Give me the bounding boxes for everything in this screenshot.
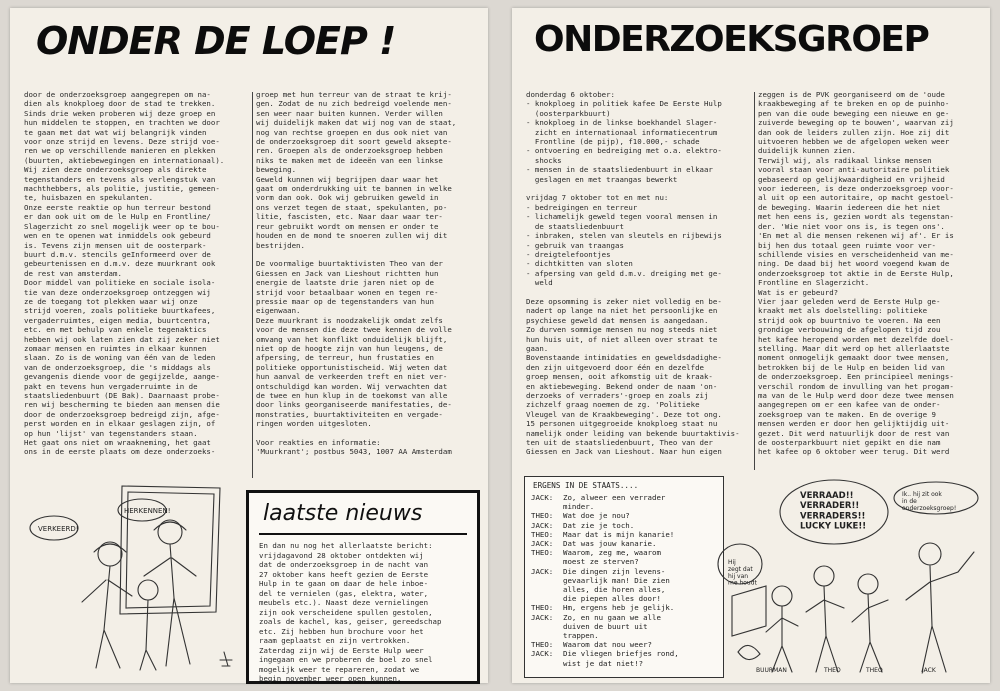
dialog-lines (531, 493, 719, 668)
dialog-speaker: THEO: (531, 511, 554, 521)
cartoon-bubble-small-text (728, 559, 758, 587)
dialog-text: Waarom dat nou weer? (563, 640, 652, 650)
dialog-line (531, 567, 719, 604)
cartoon-label: THEO (824, 667, 841, 674)
cartoon-label: JACK (922, 667, 936, 674)
laatste-nieuws-body: En dan nu nog het allerlaatste bericht: vrijdagavond 28 oktober ontdekten wij dat de onderzoeksgroep in de nacht van 27 oktober kans heeft gezien de Eerste Hulp in te gaan om daar de hele inboe- del te vernielen (gas, elektra, water, meubels etc.). Naast deze vernielingen zijn ook verscheidene spullen gestolen, zoals de kachel, kas, geiser, gereedschap etc. Zij hebben hun brochure voor het raam geplaatst en zijn vertrokken. Zaterdag zijn wij de Eerste Hulp weer ingegaan en we proberen de boel zo snel mogelijk weer te repareren, zodat we begin november weer open kunnen. (259, 541, 442, 683)
dialog-speaker: THEO: (531, 529, 554, 539)
dialog-speaker: THEO: (531, 548, 554, 558)
dialog-text: Hm, ergens heb je gelijk. (563, 603, 675, 613)
figure-head-1 (772, 586, 792, 606)
cartoon-illustration-right (726, 476, 984, 678)
figure-head-3 (138, 580, 158, 600)
dialog-line (531, 649, 719, 667)
svg-text-line: in de (902, 497, 917, 505)
dialog-line (531, 640, 719, 649)
dialog-line (531, 493, 719, 511)
bubble-main-line: VERRADERS!! (800, 511, 866, 522)
dialog-speaker: JACK: (531, 520, 554, 530)
dialog-line (531, 521, 719, 530)
svg-text-line: onderzoeksgroep! (902, 504, 957, 512)
dialog-text: Maar dat is mijn kanarie! (563, 529, 675, 539)
dialog-line (531, 548, 719, 566)
left-article-column-1: door de onderzoeksgroep aangegrepen om na- dien als knokploeg door de stad te trekken. Sinds drie weken proberen wij deze groep en hun middelen te stoppen, en trachten we door te gaan met dat wat wij belangrijk vinden voor onze strijd en levens. Deze strijd voe- ren we op verschillende manieren en plekken (buurten, aktiebewegingen en internationaal). Wij zien deze onderzoeksgroep als direkte tegenstanders en tevens als verlengstuk van machthebbers, als politie, justitie, gemeen- te, huisbazen en spekulanten. Onze eerste reaktie op hun terreur bestond er dan ook uit om de le Hulp en Frontline/ Slagerzicht zo snel mogelijk weer op te bou- wen en te openen wat inmiddels ook gebeurd is. Tevens zijn mensen uit de oosterpark- buurt d.m.v. stencils geInformeerd over de gebeurtenissen en d.m.v. deze muurkrant ook de rest van amsterdam. Door middel van politieke en sociale isola- tie van deze onderzoeksgroep ontzeggen wij ze de toegang tot plekken waar wij onze strijd voeren, zoals politieke buurtkafees, vergaderruimtes, eigen media, buurtcentra, etc. en met behulp van enkele tegenaktics hebben wij ook laten zien dat zij zeker niet zomaar mensen en ruimtes in elkaar kunnen slaan. Zo is de woning van één van de leden van de onderzoeksgroep, die 's middags als gevangenis diende voor de gegijzelde, aange- pakt en tevens hun vergaderruimte in de staatsliedenbuurt (DE Bak). Daarnaast probe- ren wij bescherming te bieden aan mensen die door de onderzoeksgroep bedreigd zijn, afge- perst worden en in elkaar geslagen zijn, of op hun 'lijst' van tegenstanders staan. Het gaat ons niet om wraakneming, het gaat ons in de eerste plaats om deze onderzoeks- (24, 90, 225, 457)
figure-head-3 (858, 574, 878, 594)
bubble-main-line: VERRAAD!! (800, 491, 854, 501)
svg-text-line: me houdt (728, 579, 757, 587)
bubble-main-line: LUCKY LUKE!! (800, 521, 867, 532)
left-headline: ONDER DE LOEP ! (36, 19, 396, 63)
laatste-nieuws-box (246, 490, 480, 684)
cartoon-bubble-top-text (902, 491, 956, 512)
dialog-text: Die vliegen briefjes rond, wist je dat niet!? (563, 649, 679, 668)
dialog-speaker: JACK: (531, 539, 554, 549)
right-headline: ONDERZOEKSGROEP (534, 19, 929, 60)
column-divider (252, 92, 253, 478)
dialog-text: Die dingen zijn levens- gevaarlijk man! Die zien alles, die horen alles, die piepen alles door! (563, 566, 670, 604)
column-divider (754, 92, 755, 470)
dialog-speaker: THEO: (531, 603, 554, 613)
dialog-line (531, 613, 719, 641)
right-article-column-2: zeggen is de PVK georganiseerd om de 'oude kraakbeweging af te breken en op de puinho- pen van die oude beweging een nieuwe en ge- zuiverde beweging op te bouwen', waarvan zij dan ook de leiders zullen zijn. Hoe zij dit uitvoeren hebben we de afgelopen weken weer duidelijk kunnen zien. Terwijl wij, als radikaal linkse mensen vooral staan voor anti-autoritaire politiek gebaseerd op gelijkwaardigheid en vrijheid voor iedereen, is deze onderzoeksgroep voor- al uit op een autoritaire, op macht gestoel- de beweging. Waarin iedereen die het niet met hen eens is, gezien wordt als tegenstan- der. 'Wie niet voor ons is, is tegen ons'. 'En met al die mensen rekenen wij af'. Er is bij hen dus totaal geen ruimte voor ver- schillende visies en verscheidenheid van me- ning. De daad bij het woord voegend kwam de onderzoeksgroep tot aktie in de Eerste Hulp, Frontline en Slagerzicht. Wat is er gebeurd? Vier jaar geleden werd de Eerste Hulp ge- kraakt met als doelstelling: politieke strijd ook op buurtnivo te voeren. Na een grondige verbouwing de afgelopen tijd zou het kafee heropend worden met dezelfde doel- stelling. Maar dit werd op het allerlaatste moment onmogelijk gemaakt door twee mensen, betrokken bij de le Hulp en beiden lid van de onderzoeksgroep. Een principieel menings- verschil rondom de invulling van het progam- ma van de le Hulp werd door deze twee mensen aangegrepen om er een kafee van de onder- zoeksgroep van te maken. En de overige 9 mensen werden er door hen gelijktijdig uit- gezet. Dit werd natuurlijk door de rest van de oosterparkbuurt niet gepikt en die nam het kafee op 6 oktober weer terug. Dit werd (758, 90, 954, 457)
svg-text-line: hij van (728, 572, 749, 580)
dialog-line (531, 539, 719, 548)
bubble-main-line: VERRADER!! (800, 501, 860, 512)
bird-cage (732, 586, 766, 636)
dialog-text: Waarom, zeg me, waarom moest ze sterven? (563, 548, 661, 567)
dialog-speaker: JACK: (531, 649, 554, 659)
figure-head-4 (919, 543, 941, 565)
left-page (10, 8, 488, 683)
cartoon-label: BUURMAN (756, 667, 787, 674)
right-article-column-1: donderdag 6 oktober: - knokploeg in politiek kafee De Eerste Hulp (oosterparkbuurt) - knokploeg in de linkse boekhandel Slager- zicht en internationaal informatiecentrum Frontline (de pijp), f10.000,- schade - ontvoering en bedreiging met o.a. elektro- shocks - mensen in de staatsliedenbuurt in elkaar geslagen en met traangas bewerkt vrijdag 7 oktober tot en met nu: - bedreigingen en terreur - lichamelijk geweld tegen vooral mensen in de staatsliedenbuurt - inbraken, stelen van sleutels en rijbewijs - gebruik van traangas - dreigtelefoontjes - dichtkitten van sloten - afpersing van geld d.m.v. dreiging met ge- weld Deze opsomming is zeker niet volledig en be- nadert op lange na niet het persoonlijke en psychiese geweld dat mensen is aangedaan. Zo durven sommige mensen nu nog steeds niet hun huis uit, of niet alleen over straat te gaan. Bovenstaande intimidaties en geweldsdadighe- den zijn uitgevoerd door één en dezelfde groep mensen, ooit afkomstig uit de kraak- en aktiebeweging. Bekend onder de naam 'on- derzoeks of verraders'-groep en zoals zij zichzelf graag noemen de zg. 'Politieke Vleugel van de Kraakbeweging'. Deze tot ong. 15 personen uitgegroeide knokploeg staat nu namelijk onder leiding van bekende buurtaktivis- ten uit de staatsliedenbuurt, Theo van der Giessen en Jack van Lieshout. Naar hun eigen (526, 90, 740, 457)
dialog-text: Zo, en nu gaan we alle duiven de buurt uit trappen. (563, 612, 661, 641)
dialog-line (531, 511, 719, 520)
right-page (512, 8, 990, 683)
laatste-nieuws-underline (259, 533, 467, 535)
dead-canary (738, 645, 760, 659)
dialog-speaker: THEO: (531, 640, 554, 650)
dialog-title: ERGENS IN DE STAATS.... (533, 481, 639, 490)
dialog-speaker: JACK: (531, 566, 554, 576)
dialog-box (524, 476, 724, 678)
dialog-speaker: JACK: (531, 612, 554, 622)
dialog-speaker: JACK: (531, 493, 554, 502)
dialog-text: Dat was jouw kanarie. (563, 539, 657, 549)
left-article-column-2: groep met hun terreur van de straat te krij- gen. Zodat de nu zich bedreigd voelende men- sen weer naar buiten kunnen. Verder willen wij duidelijk maken dat wij nog van de staat, nog van rechtse groepen en dus ook niet van de onderzoeksgroep dit soort geweld aksepte- ren. Groepen als de onderzoeksgroep hebben niks te maken met de ideeën van een linkse beweging. Geweld kunnen wij begrijpen daar waar het gaat om onderdrukking uit te bannen in welke vorm dan ook. Ook wij gebruiken geweld in ons verzet tegen de staat, spekulanten, po- litie, fascisten, etc. Naar daar waar ter- reur gebruikt wordt om mensen er onder te houden en de mond te snoeren zullen wij dit bestrijden. De voormalige buurtaktivisten Theo van der Giessen en Jack van Lieshout richtten hun energie de laatste drie jaren niet op de strijd voor betaalbaar wonen en tegen re- pressie maar op de tegenstanders van hun eigenwaan. Deze muurkrant is noodzakelijk omdat zelfs voor de mensen die deze twee kennen de volle omvang van het konflikt onduidelijk blijft, niet op de hoogte zijn van hun leugens, de afpersing, de terreur, hun frustaties en politieke opportunistischeid. Wij weten dat hun aanval de verkeerden treft en niet ver- ontschuldigd kan worden. Wij verwachten dat de twee en hun klup in de toekomst van alle door links georganiseerde manifestaties, de- monstraties, buurtaktiviteiten en vergade- ringen worden uitgesloten. Voor reakties en informatie: 'Muurkrant'; postbus 5043, 1007 AA Amsterdam (256, 90, 457, 457)
svg-text-line: Ik.. hij zit ook (902, 491, 942, 498)
dialog-text: Dat zie je toch. (563, 520, 635, 530)
dialog-text: Wat doe je nou? (563, 511, 630, 521)
cartoon-bubble-text-2: HERKENNEN! (124, 507, 171, 515)
cartoon-bubble-main-text (800, 491, 866, 532)
cartoon-illustration-left (24, 480, 236, 676)
dialog-line (531, 603, 719, 612)
cartoon-bubble-text-1: VERKEERD! (38, 525, 79, 533)
dialog-text: Zo, alweer een verrader minder. (563, 493, 666, 512)
laatste-nieuws-title: laatste nieuws (263, 501, 423, 526)
cartoon-label: THEO (866, 667, 883, 674)
svg-text-line: zegt dat (728, 565, 753, 573)
dialog-line (531, 530, 719, 539)
svg-text-line: Hij (728, 559, 736, 566)
figure-head-2 (814, 566, 834, 586)
